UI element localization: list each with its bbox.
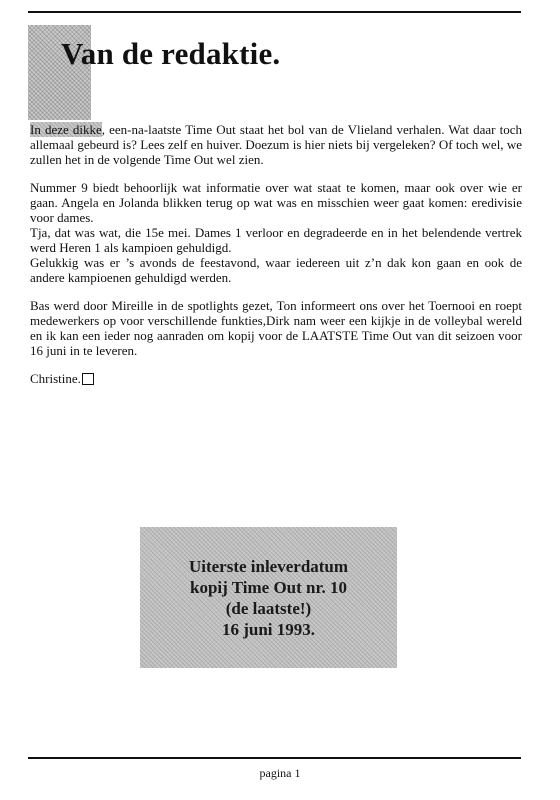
top-rule: [28, 11, 521, 13]
paragraph-party: Gelukkig was er ’s avonds de feestavond, waar iedereen uit z’n dak kon gaan en ook de andere kampioenen gehuldigd werden.: [30, 255, 522, 285]
notice-line-3: (de laatste!): [225, 598, 312, 618]
notice-line-1: Uiterste inleverdatum: [188, 556, 349, 576]
end-mark-box-icon: [82, 373, 94, 385]
paragraph-may15: Tja, dat was wat, die 15e mei. Dames 1 verloor en degradeerde en in het belendende vertrek werd Heren 1 als kampioen gehuldigd.: [30, 225, 522, 255]
signature-line: [30, 371, 522, 386]
page-number: pagina 1: [259, 766, 301, 780]
paragraph-contents: Bas werd door Mireille in de spotlights gezet, Ton informeert ons over het Toernooi en roept medewerkers op voor verschillende funkties,Dirk nam weer een kijkje in de volleybal wereld en ik kan een ieder nog aanraden om kopij voor de LAATSTE Time Out van dit seizoen voor 16 juni in te leveren.: [30, 298, 522, 358]
highlighted-phrase: In deze dikke: [30, 122, 102, 137]
article-body: [30, 122, 522, 399]
paragraph-intro: [30, 122, 522, 167]
notice-line-2: kopij Time Out nr. 10: [190, 577, 347, 597]
paragraph-intro-text: , een-na-laatste Time Out staat het bol van de Vlieland verhalen. Wat daar toch allemaal gebeurd is? Lees zelf en huiver. Doezum is hier niets bij vergeleken? Of toch wel, we zullen het in de volgende Time Out wel zien.: [30, 122, 522, 167]
bottom-rule: [28, 757, 521, 759]
paragraph-info: Nummer 9 biedt behoorlijk wat informatie over wat staat te komen, maar ook over wie er gaan. Angela en Jolanda blikken terug op wat was en misschien weer gaat komen: eredivisie voor dames.: [30, 180, 522, 225]
deadline-notice: [140, 527, 397, 668]
signature: Christine.: [30, 371, 81, 386]
notice-line-4: 16 juni 1993.: [221, 619, 316, 639]
heading-block: [28, 25, 498, 120]
page-title: Van de redaktie.: [61, 36, 281, 71]
